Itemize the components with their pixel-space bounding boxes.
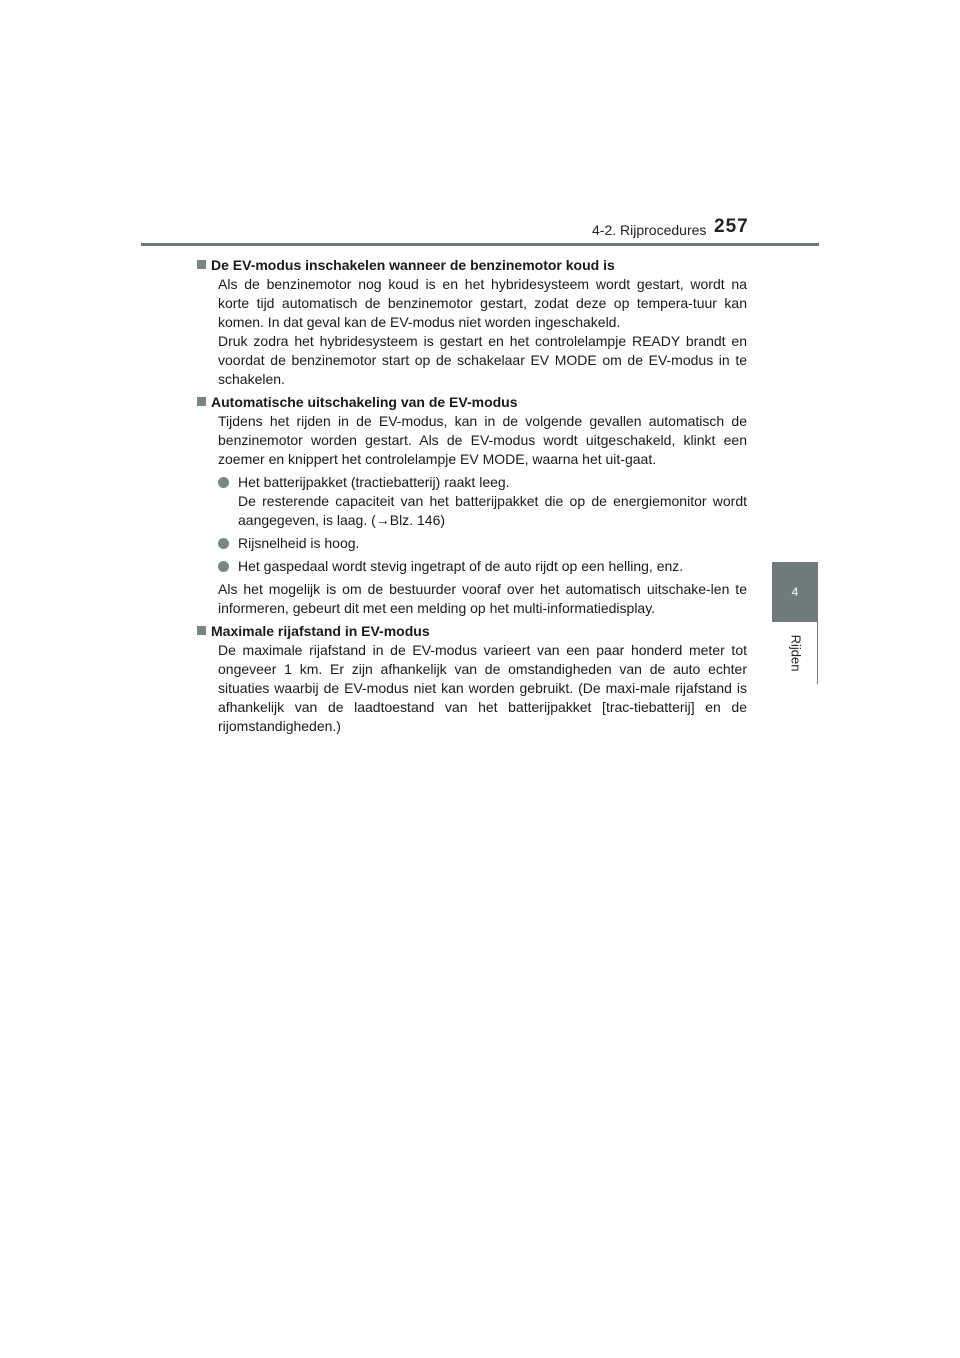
square-bullet-icon [197, 626, 206, 635]
chapter-number: 4 [791, 585, 799, 599]
chapter-tab-line [817, 622, 818, 684]
page-content [211, 256, 747, 736]
chapter-tab [772, 562, 818, 622]
header-divider [141, 243, 819, 246]
round-bullet-icon [218, 538, 229, 549]
square-bullet-icon [197, 260, 206, 269]
section-paragraph: Tijdens het rijden in de EV-modus, kan in de volgende gevallen automatisch de benzinemotor worden gestart. Als de EV-modus wordt uitgeschakeld, klinkt een zoemer en knippert het controlelampje EV MODE, waarna het uit-gaat. [218, 413, 747, 467]
section-paragraph: Als de benzinemotor nog koud is en het hybridesysteem wordt gestart, wordt na korte tijd automatisch de benzinemotor gestart, zodat deze op tempera-tuur kan komen. In dat geval kan de EV-modus niet worden ingeschakeld. [218, 276, 747, 330]
page-number: 257 [714, 216, 749, 237]
list-item: Het gaspedaal wordt stevig ingetrapt of de auto rijdt op een helling, enz. [218, 557, 747, 576]
round-bullet-icon [218, 477, 229, 488]
round-bullet-icon [218, 561, 229, 572]
square-bullet-icon [197, 397, 206, 406]
section-paragraph: Als het mogelijk is om de bestuurder vooraf over het automatisch uitschake-len te informeren, gebeurt dit met een melding op het multi-informatiedisplay. [218, 581, 747, 616]
section-title: De EV-modus inschakelen wanneer de benzinemotor koud is [197, 256, 747, 275]
list-item: Rijsnelheid is hoog. [218, 534, 747, 553]
chapter-label: Rijden [788, 634, 804, 672]
header-section-title: 4-2. Rijprocedures [592, 222, 707, 238]
section-paragraph: Druk zodra het hybridesysteem is gestart en het controlelampje READY brandt en voordat de benzinemotor start op de schakelaar EV MODE om de EV-modus in te schakelen. [218, 333, 747, 387]
list-item: Het batterijpakket (tractiebatterij) raakt leeg. De resterende capaciteit van het batterijpakket die op de energiemonitor wordt aangegeven, is laag. (→Blz. 146) [218, 473, 747, 530]
section-title: Maximale rijafstand in EV-modus [197, 622, 747, 641]
section-title: Automatische uitschakeling van de EV-modus [197, 393, 747, 412]
section-paragraph: De maximale rijafstand in de EV-modus varieert van een paar honderd meter tot ongeveer 1 km. Er zijn afhankelijk van de omstandigheden van de auto echter situaties waarbij de EV-modus niet kan worden gebruikt. (De maxi-male rijafstand is afhankelijk van de laadtoestand van het batterijpakket [trac-tiebatterij] en de rijomstandigheden.) [218, 642, 747, 734]
